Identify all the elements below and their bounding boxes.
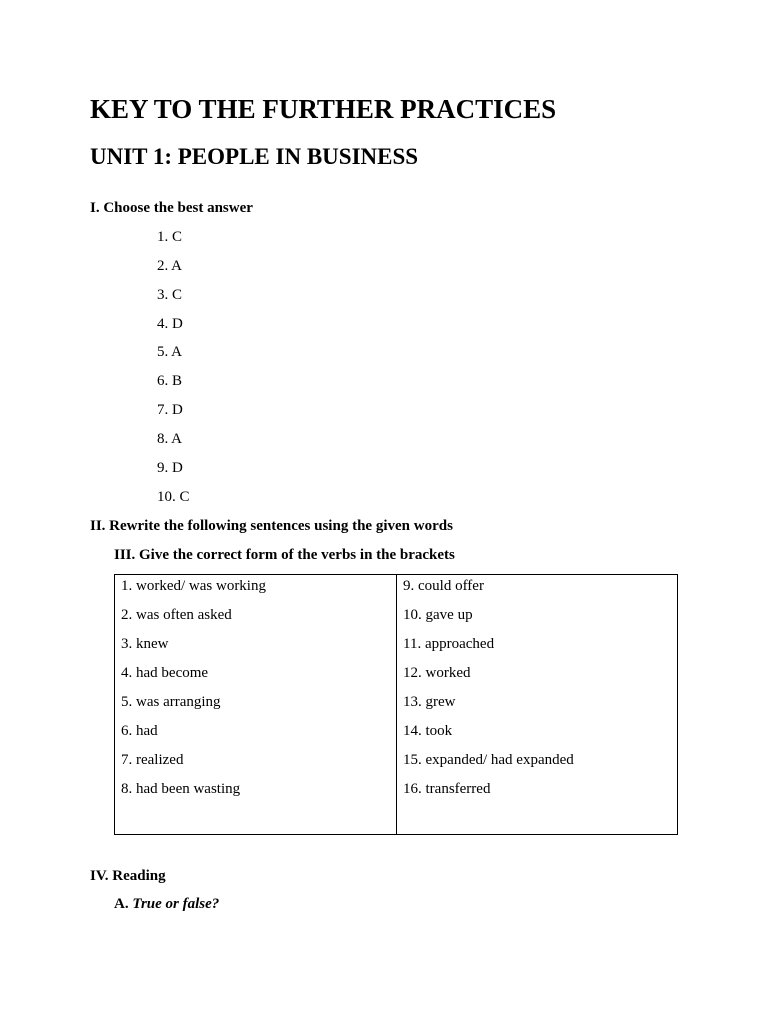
verb-answer: 11. approached <box>403 636 495 652</box>
verb-answers-table <box>114 574 678 835</box>
verb-answer: 1. worked/ was working <box>121 578 266 594</box>
verb-answer: 4. had become <box>121 665 209 681</box>
verb-answer: 2. was often asked <box>121 607 232 623</box>
verb-answers-left-column <box>115 575 397 835</box>
section-2-heading: II. Rewrite the following sentences using the given words <box>90 518 453 534</box>
answer-item: 5. A <box>157 344 183 360</box>
document-title: KEY TO THE FURTHER PRACTICES <box>90 94 557 124</box>
verb-answer: 8. had been wasting <box>121 781 241 797</box>
verb-answer: 14. took <box>403 723 453 739</box>
reading-sub-title: True or false? <box>132 896 220 912</box>
answer-item: 6. B <box>157 373 183 389</box>
verb-answer: 9. could offer <box>403 578 484 594</box>
answer-item: 3. C <box>157 287 183 303</box>
verb-answer: 10. gave up <box>403 607 473 623</box>
answer-item: 1. C <box>157 229 183 245</box>
answer-item: 4. D <box>157 316 183 332</box>
section-4-heading: IV. Reading <box>90 868 166 884</box>
verb-answers-right-column <box>397 575 678 835</box>
unit-heading: UNIT 1: PEOPLE IN BUSINESS <box>90 144 419 169</box>
verb-answer: 6. had <box>121 723 158 739</box>
section-1-heading: I. Choose the best answer <box>90 200 253 216</box>
verb-answer: 15. expanded/ had expanded <box>403 752 574 768</box>
answer-item: 9. D <box>157 460 183 476</box>
reading-subsection <box>114 894 219 914</box>
verb-answer: 12. worked <box>403 665 471 681</box>
answer-item: 7. D <box>157 402 183 418</box>
verb-answer: 3. knew <box>121 636 169 652</box>
verb-answer: 13. grew <box>403 694 456 710</box>
answer-item: 8. A <box>157 431 183 447</box>
answer-item: 10. C <box>157 489 190 505</box>
section-3-heading: III. Give the correct form of the verbs in the brackets <box>114 547 455 563</box>
reading-sub-label: A. <box>114 896 129 912</box>
verb-answer: 7. realized <box>121 752 184 768</box>
verb-answer: 16. transferred <box>403 781 491 797</box>
answer-item: 2. A <box>157 258 183 274</box>
verb-answer: 5. was arranging <box>121 694 221 710</box>
